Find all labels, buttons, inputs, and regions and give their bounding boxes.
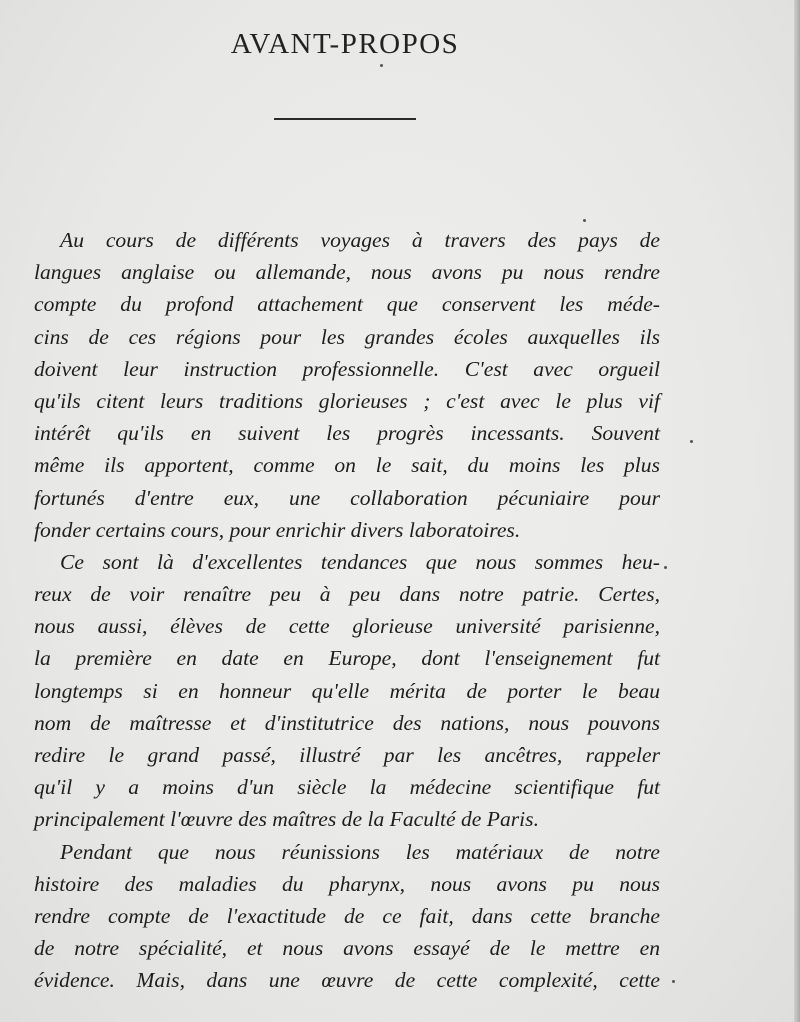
text-line: doivent leur instruction professionnelle. C'est avec orgueil bbox=[34, 356, 660, 381]
body-text bbox=[34, 224, 660, 997]
text-line: Ce sont là d'excellentes tendances que nous sommes heu- bbox=[60, 549, 660, 574]
text-line: intérêt qu'ils en suivent les progrès incessants. Souvent bbox=[34, 421, 660, 446]
page-title: AVANT-PROPOS bbox=[230, 28, 460, 60]
text-line: fonder certains cours, pour enrichir divers laboratoires. bbox=[34, 517, 521, 542]
scan-speck bbox=[672, 980, 675, 983]
text-line: même ils apportent, comme on le sait, du moins les plus bbox=[34, 453, 660, 478]
text-line: longtemps si en honneur qu'elle mérita de porter le beau bbox=[34, 678, 660, 703]
text-line: de notre spécialité, et nous avons essayé de le mettre en bbox=[34, 936, 660, 961]
text-line: redire le grand passé, illustré par les ancêtres, rappeler bbox=[34, 743, 660, 767]
text-line: qu'ils citent leurs traditions glorieuses ; c'est avec le plus vif bbox=[34, 388, 660, 413]
scan-speck bbox=[690, 440, 693, 443]
text-line: nom de maîtresse et d'institutrice des nations, nous pouvons bbox=[34, 710, 660, 735]
text-line: langues anglaise ou allemande, nous avons pu nous rendre bbox=[34, 260, 660, 285]
text-line: fortunés d'entre eux, une collaboration pécuniaire pour bbox=[34, 485, 660, 510]
text-line: histoire des maladies du pharynx, nous avons pu nous bbox=[34, 871, 660, 896]
text-line: évidence. Mais, dans une œuvre de cette complexité, cette bbox=[34, 968, 660, 993]
scan-speck bbox=[380, 64, 383, 67]
text-line: rendre compte de l'exactitude de ce fait, dans cette branche bbox=[34, 903, 660, 928]
text-line: qu'il y a moins d'un siècle la médecine scientifique fut bbox=[34, 775, 660, 800]
text-line: Pendant que nous réunissions les matériaux de notre bbox=[60, 839, 660, 864]
text-line: cins de ces régions pour les grandes écoles auxquelles ils bbox=[34, 324, 660, 349]
title-separator-rule bbox=[274, 118, 416, 120]
text-line: la première en date en Europe, dont l'enseignement fut bbox=[34, 646, 660, 671]
text-line: Au cours de différents voyages à travers des pays de bbox=[60, 228, 660, 252]
text-line: principalement l'œuvre des maîtres de la Faculté de Paris. bbox=[34, 807, 539, 832]
page-edge-shadow bbox=[794, 0, 800, 1022]
scan-speck bbox=[583, 219, 586, 222]
text-line: reux de voir renaître peu à peu dans notre patrie. Certes, bbox=[34, 582, 660, 607]
scan-speck bbox=[664, 566, 667, 569]
text-line: compte du profond attachement que conservent les méde- bbox=[34, 292, 660, 317]
text-line: nous aussi, élèves de cette glorieuse université parisienne, bbox=[34, 614, 660, 639]
